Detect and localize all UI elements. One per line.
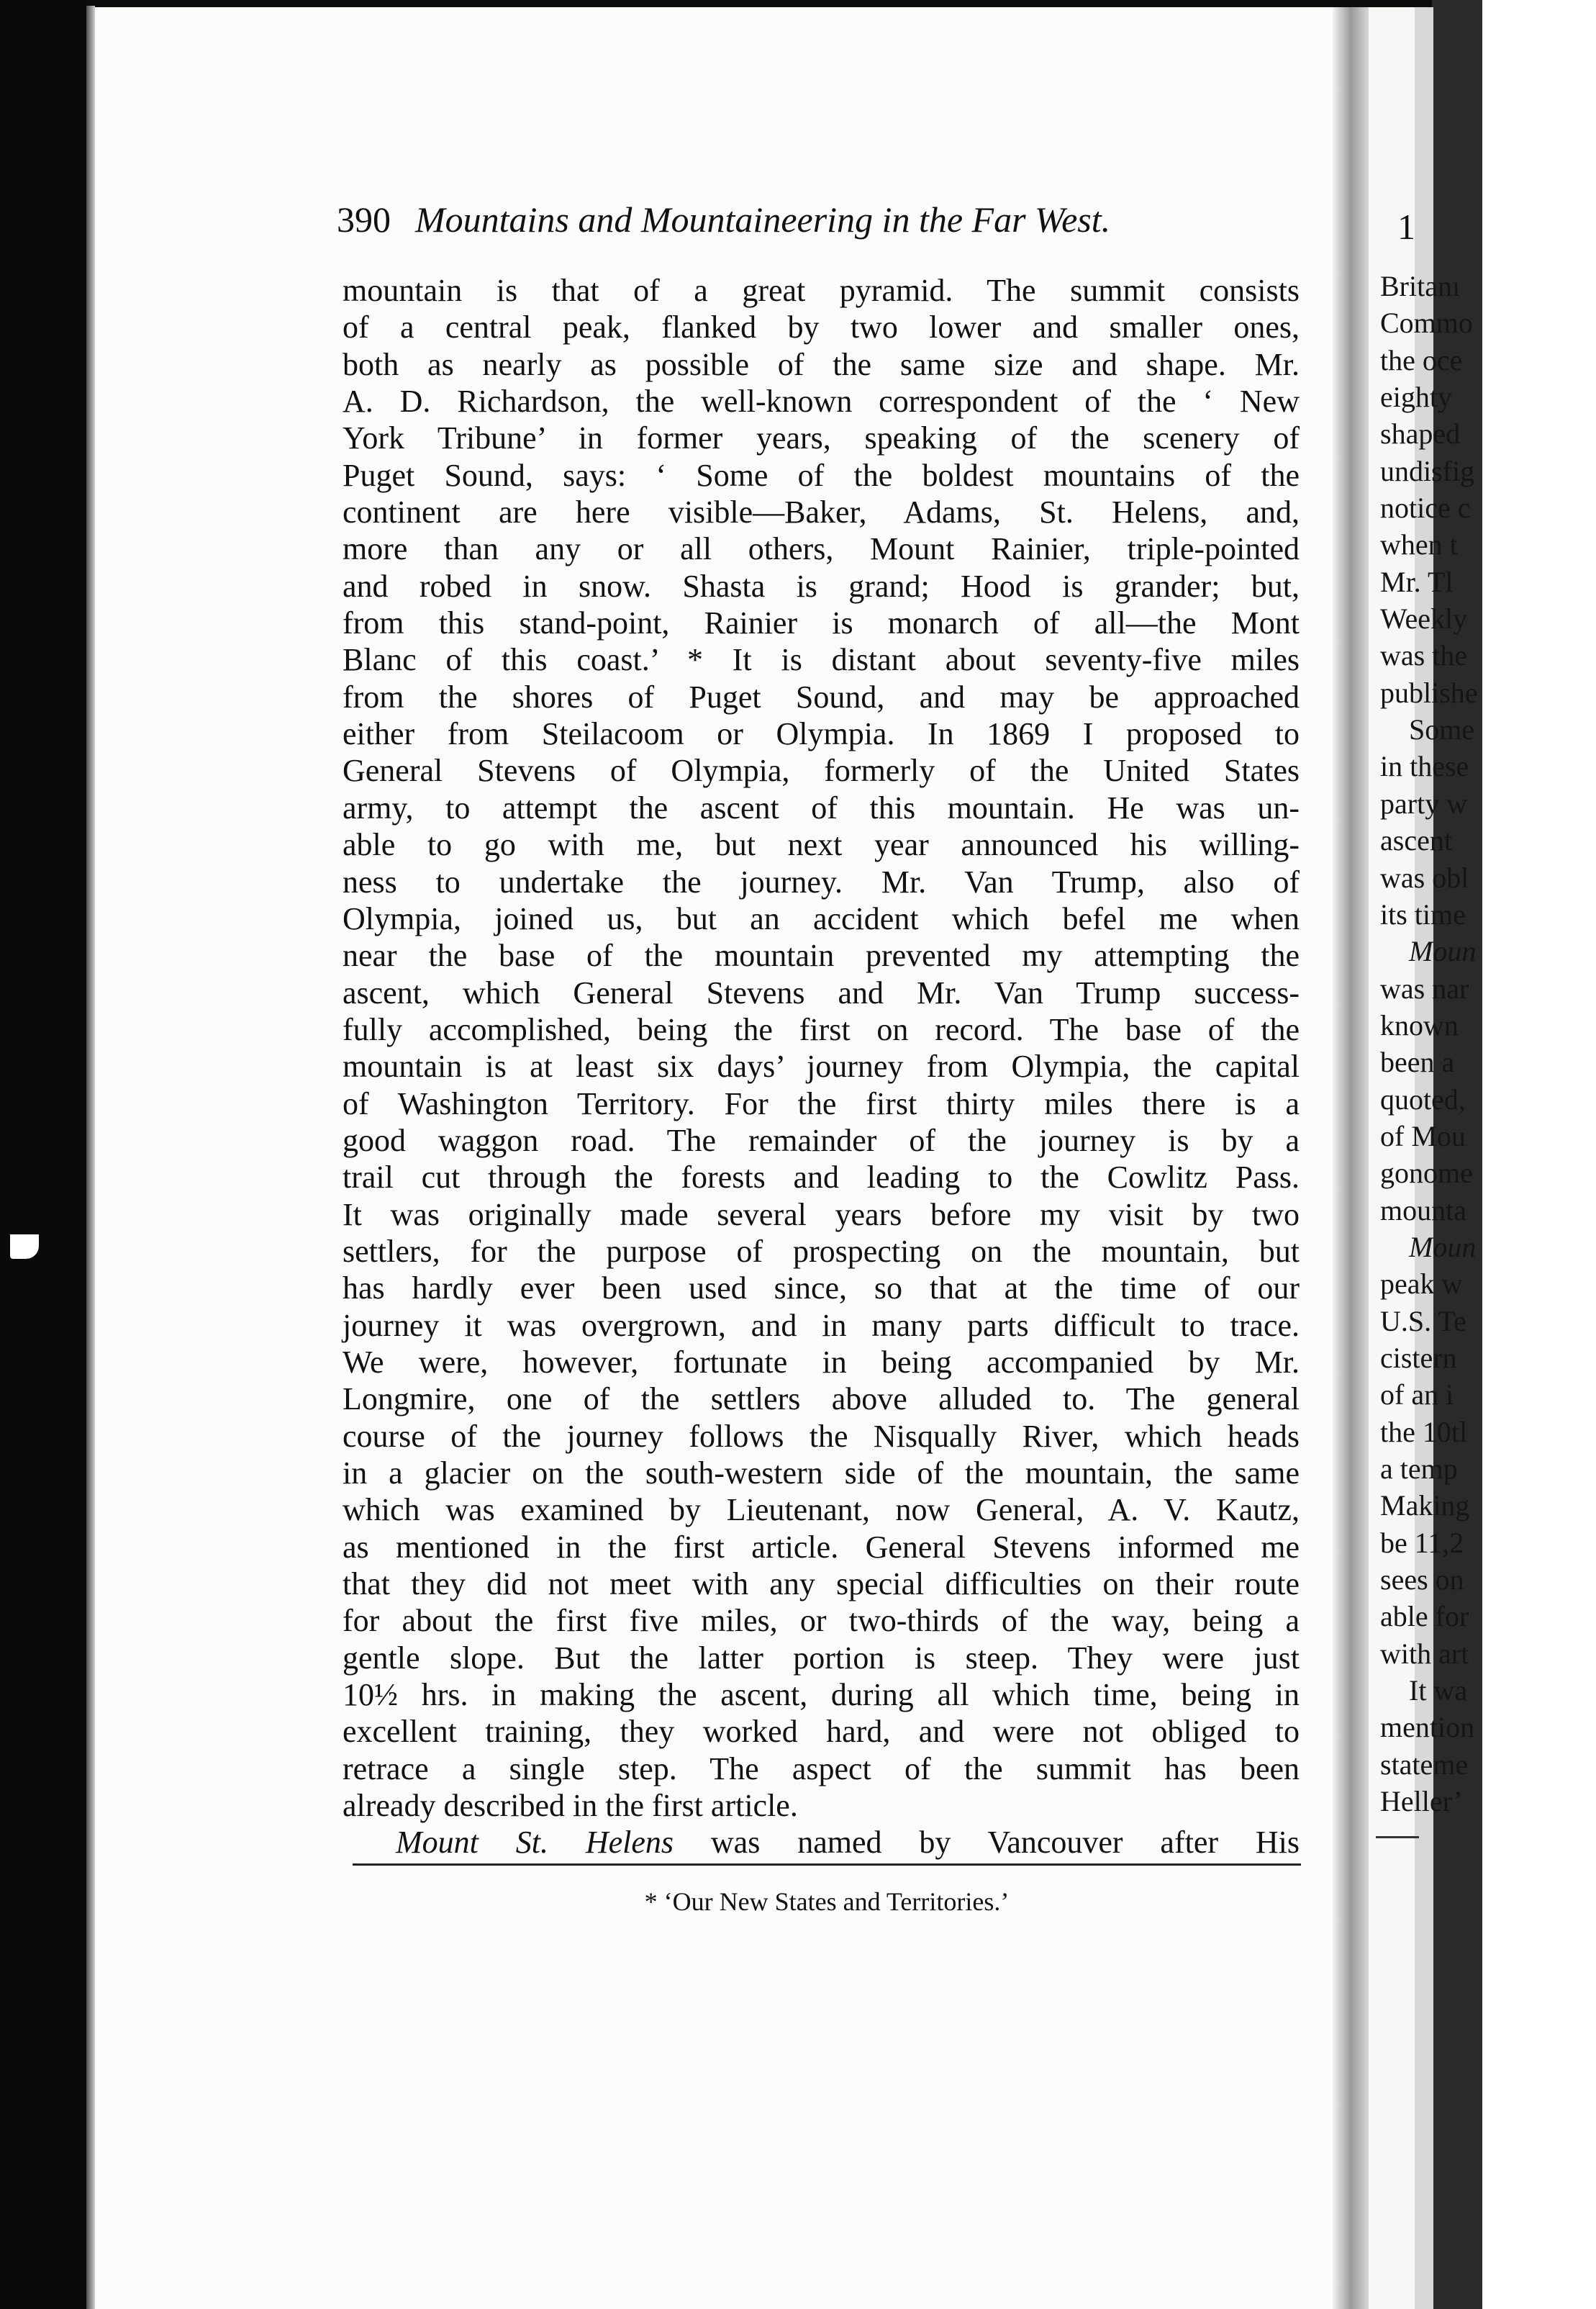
facing-page-text	[1380, 268, 1596, 1820]
facing-text-line: Moun	[1409, 1230, 1477, 1263]
facing-text-line: was nar	[1380, 972, 1469, 1005]
facing-text-line: quoted,	[1380, 1083, 1466, 1116]
facing-text-line: known	[1380, 1008, 1459, 1041]
text-line: General Stevens of Olympia, formerly of the United States	[343, 753, 1300, 789]
facing-text-line: U.S. Te	[1380, 1304, 1466, 1337]
facing-text-line: Making	[1380, 1489, 1470, 1522]
text-line: trail cut through the forests and leading to the Cowlitz Pass.	[343, 1160, 1300, 1196]
facing-text-line: been a	[1380, 1046, 1455, 1079]
page-number: 390	[337, 199, 391, 240]
facing-running-head: 1	[1397, 207, 1415, 247]
book-gutter	[1333, 7, 1369, 2309]
facing-text-line: Mr. Tl	[1380, 565, 1454, 598]
footnote: * ‘Our New States and Territories.’	[644, 1887, 1010, 1916]
facing-text-line: a temp	[1380, 1452, 1458, 1485]
facing-text-line: Moun	[1409, 935, 1477, 968]
facing-text-line: able for	[1380, 1600, 1469, 1633]
text-line: which was examined by Lieutenant, now General, A. V. Kautz,	[343, 1492, 1300, 1528]
text-line: more than any or all others, Mount Rainier, triple-pointed	[343, 531, 1300, 567]
facing-text-line: notice c	[1380, 492, 1471, 525]
facing-text-line: peak w	[1380, 1268, 1463, 1301]
text-line: mountain is that of a great pyramid. The summit consists	[343, 273, 1300, 308]
text-line: already described in the first article.	[343, 1788, 798, 1824]
text-line: York Tribune’ in former years, speaking of the scenery of	[343, 420, 1300, 456]
text-line: course of the journey follows the Nisqually River, which heads	[343, 1418, 1300, 1454]
text-line: ascent, which General Stevens and Mr. Van Trump success-	[343, 975, 1300, 1011]
body-text	[343, 272, 1300, 1861]
facing-page	[1369, 7, 1478, 2309]
text-line: continent are here visible—Baker, Adams, St. Helens, and,	[343, 494, 1300, 530]
facing-text-line: of Mou	[1380, 1119, 1466, 1152]
facing-text-line: stateme	[1380, 1748, 1469, 1781]
facing-text-line: Britanı	[1380, 270, 1461, 302]
text-line: Olympia, joined us, but an accident which befel me when	[343, 900, 1300, 936]
text-line: Blanc of this coast.’ * It is distant about seventy-five miles	[343, 642, 1300, 678]
text-line: 10½ hrs. in making the ascent, during all which time, being in	[343, 1677, 1300, 1713]
book-page	[95, 7, 1333, 2309]
facing-text-line: with art	[1380, 1637, 1469, 1670]
page-left-edge	[86, 6, 95, 2309]
facing-text-line: undisfig	[1380, 454, 1475, 487]
text-line: able to go with me, but next year announced his willing-	[343, 827, 1300, 863]
text-line: Longmire, one of the settlers above alluded to. The general	[343, 1381, 1300, 1417]
facing-text-line: ascent	[1380, 824, 1452, 857]
text-line: from the shores of Puget Sound, and may be approached	[343, 679, 1300, 715]
facing-text-line: the 10tl	[1380, 1415, 1468, 1448]
text-line: in a glacier on the south-western side of the mountain, the same	[343, 1455, 1300, 1491]
text-line: for about the first five miles, or two-thirds of the way, being a	[343, 1603, 1300, 1639]
facing-text-line: of an i	[1380, 1378, 1454, 1411]
facing-text-line: shaped	[1380, 417, 1461, 451]
facing-text-line: was obl	[1380, 861, 1469, 894]
text-line: from this stand-point, Rainier is monarch of all—the Mont	[343, 605, 1300, 641]
text-line: near the base of the mountain prevented my attempting the	[343, 938, 1300, 974]
text-line: mountain is at least six days’ journey from Olympia, the capital	[343, 1049, 1300, 1085]
text-line: A. D. Richardson, the well-known correspondent of the ‘ New	[343, 384, 1300, 420]
text-line: as mentioned in the first article. General Stevens informed me	[343, 1529, 1300, 1565]
text-line: and robed in snow. Shasta is grand; Hood is grander; but,	[343, 568, 1300, 604]
facing-text-line: party w	[1380, 787, 1468, 820]
facing-text-line: cistern	[1380, 1341, 1457, 1374]
facing-text-line: was the	[1380, 639, 1468, 672]
text-line: It was originally made several years before my visit by two	[343, 1196, 1300, 1232]
footnote-divider	[353, 1863, 1301, 1866]
text-line: of Washington Territory. For the first thirty miles there is a	[343, 1085, 1300, 1121]
scan-artifact	[10, 1234, 39, 1259]
text-line: Puget Sound, says: ‘ Some of the boldest mountains of the	[343, 457, 1300, 493]
facing-footnote-divider	[1376, 1836, 1419, 1838]
line-remainder: was named by Vancouver after His	[674, 1825, 1300, 1861]
text-line: We were, however, fortunate in being accompanied by Mr.	[343, 1344, 1300, 1380]
text-line: good waggon road. The remainder of the journey is by a	[343, 1122, 1300, 1158]
facing-text-line: Weekly	[1380, 602, 1468, 636]
facing-text-line: when t	[1380, 528, 1458, 561]
facing-text-line: Commo	[1380, 307, 1473, 340]
text-line: that they did not meet with any special difficulties on their route	[343, 1566, 1300, 1602]
text-line: both as nearly as possible of the same size and shape. Mr.	[343, 346, 1300, 382]
italic-phrase: Mount St. Helens	[396, 1825, 674, 1861]
facing-text-line: be 11,2	[1380, 1526, 1464, 1559]
text-line: has hardly ever been used since, so that at the time of our	[343, 1270, 1300, 1306]
text-line: fully accomplished, being the first on record. The base of the	[343, 1011, 1300, 1047]
text-line: excellent training, they worked hard, and were not obliged to	[343, 1714, 1300, 1750]
facing-text-line: eighty	[1380, 381, 1452, 414]
running-title: Mountains and Mountaineering in the Far West.	[415, 199, 1111, 240]
text-line	[343, 1824, 1300, 1861]
facing-text-line: sees on	[1380, 1563, 1464, 1596]
facing-text-line: the oce	[1380, 343, 1463, 376]
facing-text-line: in these	[1380, 750, 1469, 783]
facing-text-line: Heller’	[1380, 1785, 1463, 1818]
facing-text-line: It wa	[1409, 1674, 1468, 1707]
scan-left-border	[0, 0, 86, 2309]
text-line: ness to undertake the journey. Mr. Van Trump, also of	[343, 864, 1300, 900]
text-line: of a central peak, flanked by two lower and smaller ones,	[343, 309, 1300, 345]
text-line: journey it was overgrown, and in many parts difficult to trace.	[343, 1307, 1300, 1343]
facing-text-line: gonome	[1380, 1157, 1473, 1190]
facing-text-line: mention	[1380, 1711, 1475, 1744]
text-line: either from Steilacoom or Olympia. In 1869 I proposed to	[343, 716, 1300, 752]
facing-text-line: Some	[1409, 713, 1475, 746]
running-head	[337, 194, 1200, 245]
text-line: army, to attempt the ascent of this mountain. He was un-	[343, 790, 1300, 826]
facing-text-line: its time	[1380, 898, 1466, 931]
text-line: settlers, for the purpose of prospecting on the mountain, but	[343, 1233, 1300, 1269]
text-line: gentle slope. But the latter portion is steep. They were just	[343, 1640, 1300, 1676]
facing-text-line: mounta	[1380, 1193, 1466, 1226]
text-line: retrace a single step. The aspect of the summit has been	[343, 1750, 1300, 1786]
facing-text-line: publishe	[1380, 676, 1478, 709]
